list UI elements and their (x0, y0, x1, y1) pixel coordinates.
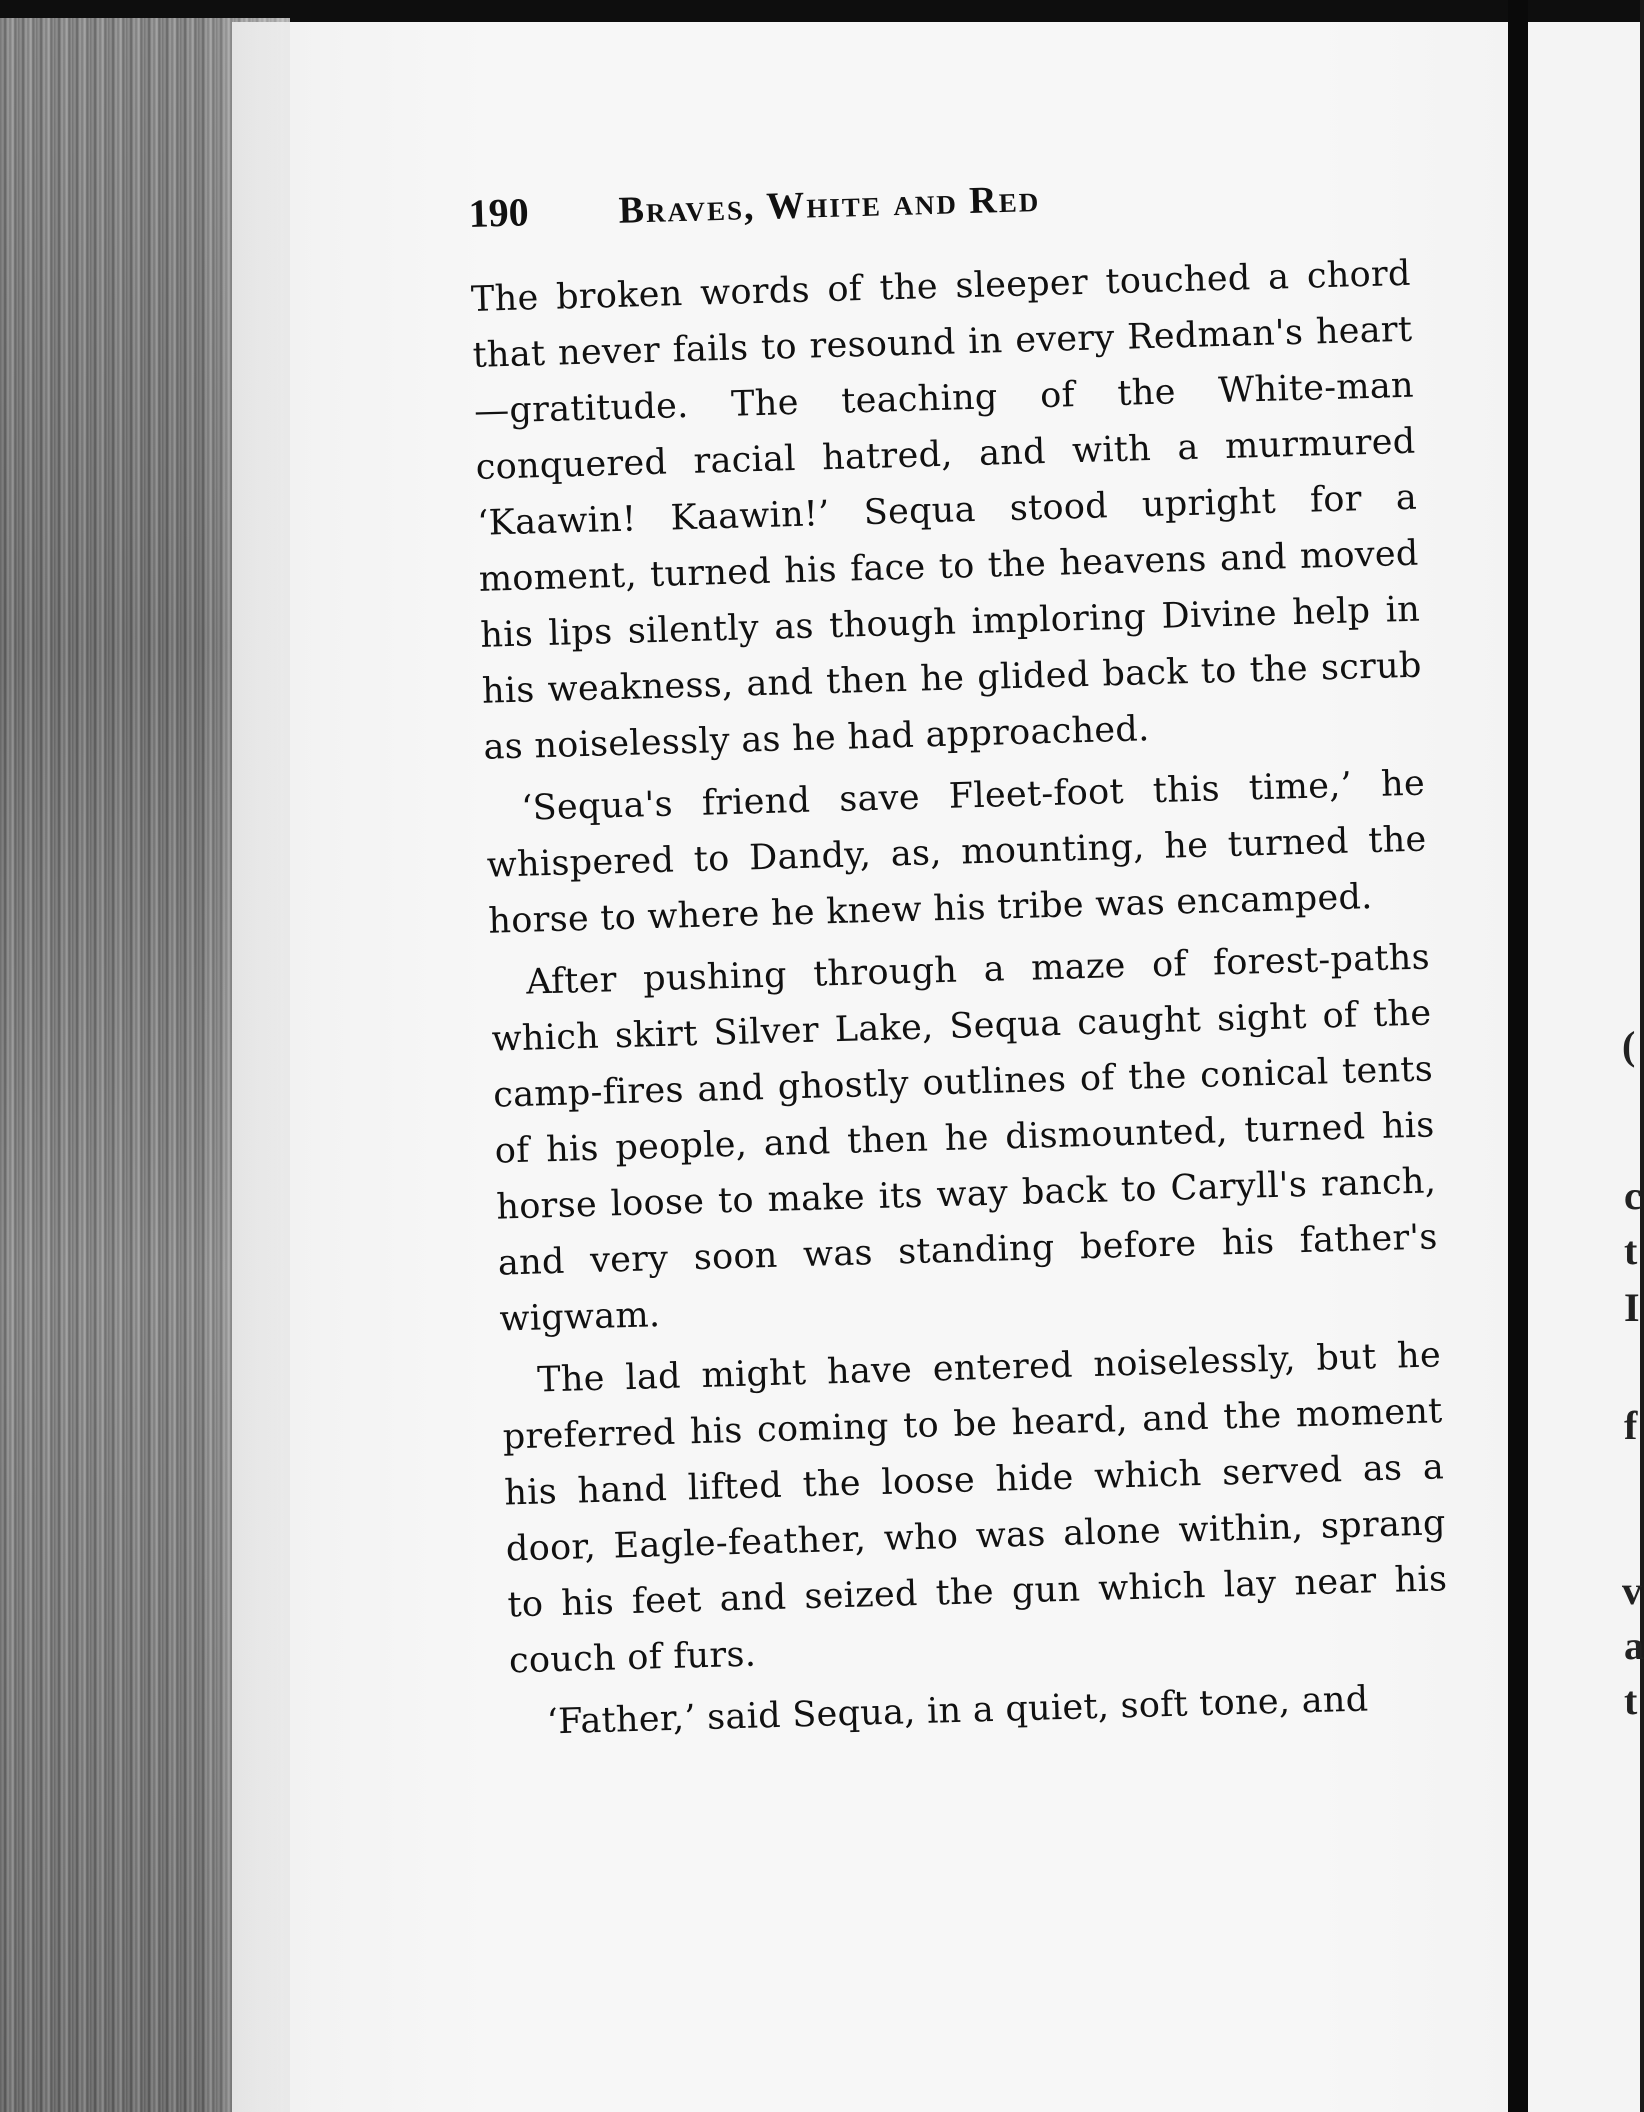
facing-page-fragment: v (1622, 1568, 1642, 1613)
facing-page (1528, 22, 1644, 2112)
facing-page-fragment: t (1624, 1678, 1638, 1723)
running-title: Braves, White and Red (618, 178, 1041, 232)
facing-page-fragment: ( (1622, 1023, 1636, 1068)
book-gutter (1508, 0, 1528, 2112)
facing-page-fragment: a (1624, 1623, 1644, 1668)
paragraph: ‘Sequa's friend save Fleet-foot this time,’ he whispered to Dandy, as, mounting, he turned the horse to where he knew his tribe was encamped. (486, 763, 1428, 942)
facing-page-fragment: I (1624, 1285, 1640, 1330)
paragraph: ‘Father,’ said Sequa, in a quiet, soft tone, and (546, 1679, 1369, 1743)
page-edge-shadow (200, 18, 290, 2112)
page-number: 190 (468, 189, 530, 236)
paragraph: The lad might have entered noiselessly, but he preferred his coming to be heard, and the moment his hand lifted the loose hide which served as a door, Eagle-feather, who was alone within, sprang to his feet and seized the gun which lay near his couch of furs. (502, 1335, 1448, 1682)
facing-page-fragment: f (1624, 1403, 1638, 1448)
paragraph: The broken words of the sleeper touched a chord that never fails to resound in every Redman's heart—gratitude. The teaching of the White-man conquered racial hatred, and with a murmured ‘Kaawin! Kaawin!’ Sequa stood upright for a moment, turned his face to the heavens and moved his lips silently as though imploring Divine help in his weakness, and then he glided back to the scrub as noiselessly as he had approached. (470, 253, 1423, 768)
facing-page-fragment: c (1624, 1173, 1642, 1218)
paragraph: After pushing through a maze of forest-paths which skirt Silver Lake, Sequa caught sight of the camp-fires and ghostly outlines of the conical tents of his people, and then he dismounted, turned his horse loose to make its way back to Caryll's ranch, and very soon was standing before his father's wigwam. (491, 937, 1439, 1340)
facing-page-fragment: t (1624, 1228, 1638, 1273)
page-text-block (468, 164, 1451, 1758)
